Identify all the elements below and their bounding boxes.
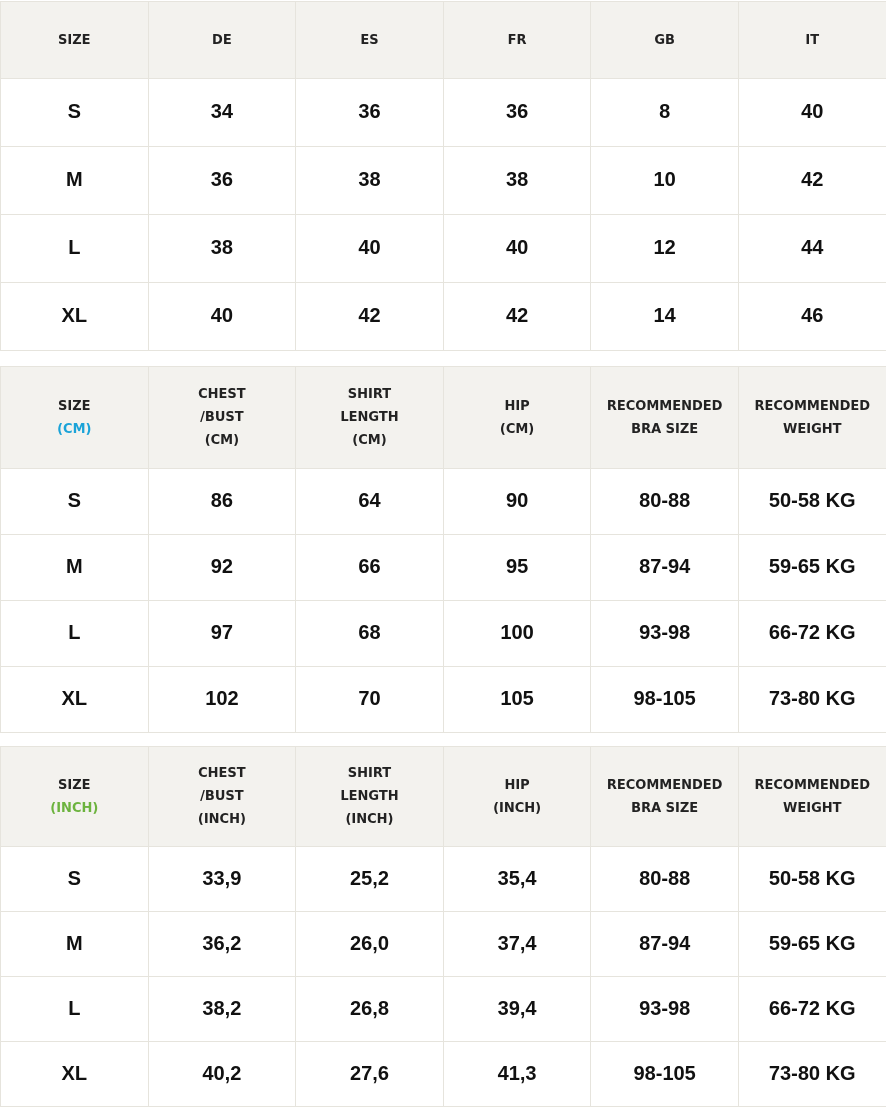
table-cell: 98-105	[591, 667, 739, 733]
table-cell: 68	[296, 601, 444, 667]
table-cell: XL	[1, 283, 149, 351]
table-row	[1, 847, 886, 912]
header-line: (CM)	[444, 418, 591, 441]
header-line: LENGTH	[296, 406, 443, 429]
table-cell: 66-72 KG	[738, 601, 886, 667]
header-bra-size	[591, 747, 739, 847]
table-cell: 50-58 KG	[738, 847, 886, 912]
table-cell: 36	[148, 147, 296, 215]
table-cell: 8	[591, 79, 739, 147]
header-line: (CM)	[149, 429, 296, 452]
header-line: BRA SIZE	[591, 797, 738, 820]
table-cell: L	[1, 601, 149, 667]
table-cell: 100	[443, 601, 591, 667]
table-cell: 59-65 KG	[738, 535, 886, 601]
header-line: CHEST	[149, 762, 296, 785]
header-line: (INCH)	[444, 797, 591, 820]
table-cell: S	[1, 79, 149, 147]
header-size-inch	[1, 747, 149, 847]
table-row	[1, 912, 886, 977]
header-line: (INCH)	[296, 808, 443, 831]
table-row	[1, 79, 886, 147]
table-cell: 26,8	[296, 977, 444, 1042]
header-chest-bust	[148, 747, 296, 847]
header-line: /BUST	[149, 406, 296, 429]
table-row	[1, 601, 886, 667]
header-size-cm	[1, 367, 149, 469]
table-cell: 35,4	[443, 847, 591, 912]
header-hip	[443, 367, 591, 469]
header-line: HIP	[444, 395, 591, 418]
table-cell: 42	[443, 283, 591, 351]
table-cell: 38,2	[148, 977, 296, 1042]
header-weight	[738, 747, 886, 847]
table-cell: 87-94	[591, 535, 739, 601]
table-cell: 27,6	[296, 1042, 444, 1107]
header-line: LENGTH	[296, 785, 443, 808]
measurements-cm-table	[0, 366, 886, 733]
header-line: CHEST	[149, 383, 296, 406]
header-line: SHIRT	[296, 762, 443, 785]
unit-label-inch: (INCH)	[1, 797, 148, 820]
table-cell: 40,2	[148, 1042, 296, 1107]
table-cell: 40	[738, 79, 886, 147]
table-row	[1, 469, 886, 535]
header-line: WEIGHT	[739, 418, 886, 441]
header-weight	[738, 367, 886, 469]
table-cell: 40	[148, 283, 296, 351]
table-cell: 92	[148, 535, 296, 601]
table-cell: 70	[296, 667, 444, 733]
table-cell: 86	[148, 469, 296, 535]
table-row	[1, 147, 886, 215]
header-line: HIP	[444, 774, 591, 797]
table-cell: 93-98	[591, 601, 739, 667]
header-line: RECOMMENDED	[739, 774, 886, 797]
table-cell: 38	[443, 147, 591, 215]
header-line: SIZE	[1, 774, 148, 797]
header-chest-bust	[148, 367, 296, 469]
table-cell: 36	[443, 79, 591, 147]
table-cell: 42	[296, 283, 444, 351]
unit-label-cm: (CM)	[1, 418, 148, 441]
header-line: RECOMMENDED	[591, 395, 738, 418]
table-cell: 87-94	[591, 912, 739, 977]
table-cell: 37,4	[443, 912, 591, 977]
table-cell: S	[1, 847, 149, 912]
table-cell: 26,0	[296, 912, 444, 977]
table-cell: 66	[296, 535, 444, 601]
table-cell: 38	[148, 215, 296, 283]
header-gb: GB	[591, 2, 739, 79]
measurements-inch-table	[0, 746, 886, 1107]
header-shirt-length	[296, 367, 444, 469]
header-size: SIZE	[1, 2, 149, 79]
table-cell: 66-72 KG	[738, 977, 886, 1042]
table-cell: XL	[1, 667, 149, 733]
table-cell: 40	[443, 215, 591, 283]
table-cell: 105	[443, 667, 591, 733]
table-cell: 64	[296, 469, 444, 535]
table-cell: 97	[148, 601, 296, 667]
table-cell: 46	[738, 283, 886, 351]
header-es: ES	[296, 2, 444, 79]
table-cell: 38	[296, 147, 444, 215]
table-row	[1, 215, 886, 283]
table-cell: 36	[296, 79, 444, 147]
table-cell: L	[1, 977, 149, 1042]
table-cell: 14	[591, 283, 739, 351]
table-row	[1, 667, 886, 733]
table-header-row	[1, 367, 886, 469]
table-cell: 59-65 KG	[738, 912, 886, 977]
header-shirt-length	[296, 747, 444, 847]
table-cell: 80-88	[591, 469, 739, 535]
table-row	[1, 977, 886, 1042]
header-line: (CM)	[296, 429, 443, 452]
table-cell: 42	[738, 147, 886, 215]
table-cell: 12	[591, 215, 739, 283]
table-cell: 102	[148, 667, 296, 733]
table-cell: L	[1, 215, 149, 283]
table-row	[1, 1042, 886, 1107]
table-row	[1, 283, 886, 351]
size-conversion-table	[0, 1, 886, 351]
header-line: /BUST	[149, 785, 296, 808]
table-cell: 10	[591, 147, 739, 215]
table-cell: M	[1, 535, 149, 601]
header-line: (INCH)	[149, 808, 296, 831]
table-cell: M	[1, 147, 149, 215]
table-row	[1, 535, 886, 601]
table-cell: 41,3	[443, 1042, 591, 1107]
table-cell: 73-80 KG	[738, 1042, 886, 1107]
header-line: BRA SIZE	[591, 418, 738, 441]
header-fr: FR	[443, 2, 591, 79]
table-cell: 44	[738, 215, 886, 283]
table-cell: 36,2	[148, 912, 296, 977]
header-line: RECOMMENDED	[739, 395, 886, 418]
table-cell: 50-58 KG	[738, 469, 886, 535]
table-cell: 90	[443, 469, 591, 535]
table-cell: M	[1, 912, 149, 977]
table-cell: 93-98	[591, 977, 739, 1042]
header-it: IT	[738, 2, 886, 79]
header-line: RECOMMENDED	[591, 774, 738, 797]
table-cell: 39,4	[443, 977, 591, 1042]
header-line: SIZE	[1, 395, 148, 418]
table-cell: XL	[1, 1042, 149, 1107]
table-cell: 95	[443, 535, 591, 601]
table-header-row	[1, 2, 886, 79]
header-bra-size	[591, 367, 739, 469]
header-line: SHIRT	[296, 383, 443, 406]
table-header-row	[1, 747, 886, 847]
table-cell: 33,9	[148, 847, 296, 912]
table-cell: 73-80 KG	[738, 667, 886, 733]
table-cell: S	[1, 469, 149, 535]
header-line: WEIGHT	[739, 797, 886, 820]
table-cell: 34	[148, 79, 296, 147]
table-cell: 25,2	[296, 847, 444, 912]
header-hip	[443, 747, 591, 847]
table-cell: 80-88	[591, 847, 739, 912]
table-cell: 40	[296, 215, 444, 283]
table-cell: 98-105	[591, 1042, 739, 1107]
header-de: DE	[148, 2, 296, 79]
